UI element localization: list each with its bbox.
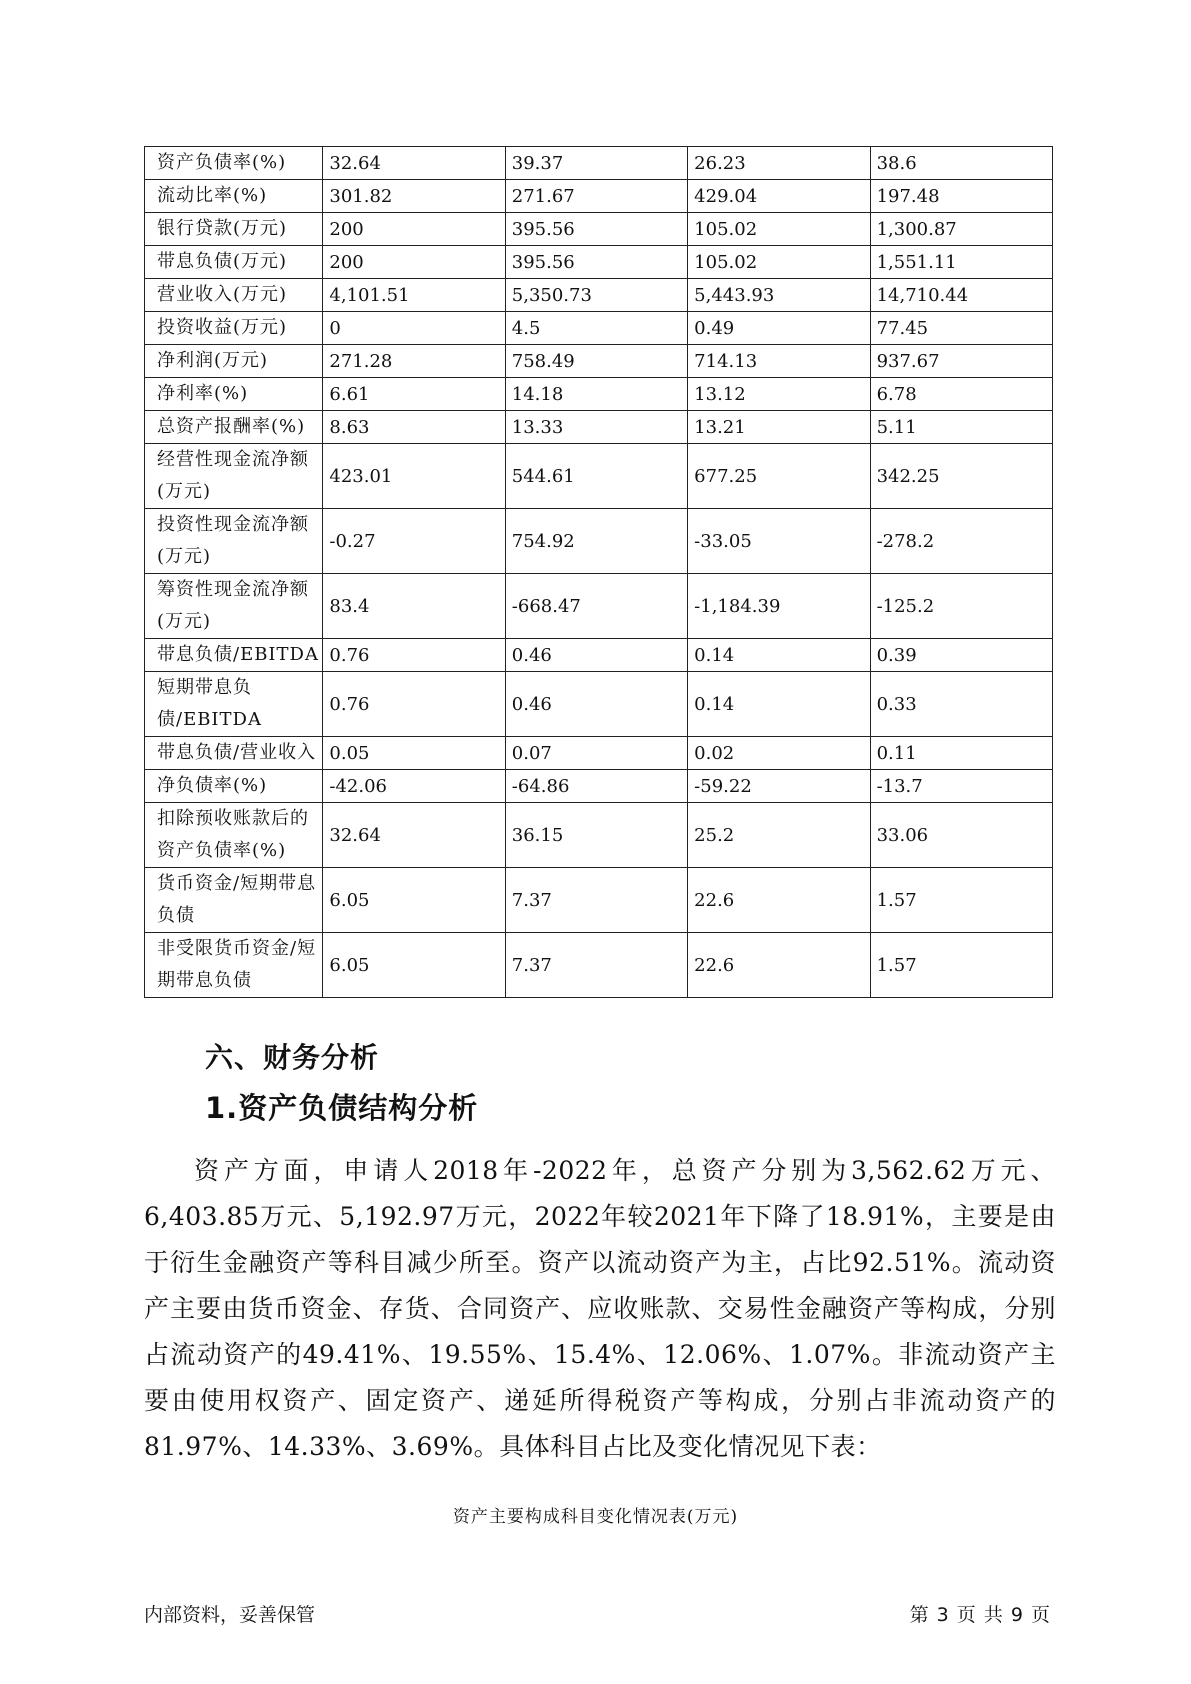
analysis-paragraph: 资产方面，申请人2018年-2022年，总资产分别为3,562.62万元、6,403.85万元、5,192.97万元，2022年较2021年下降了18.91%，主要是由于衍生金融资产等科目减少所至。资产以流动资产为主，占比92.51%。流动资产主要由货币资金、存货、合同资产、应收账款、交易性金融资产等构成，分别占流动资产的49.41%、19.55%、15.4%、12.06%、1.07%。非流动资产主要由使用权资产、固定资产、递延所得税资产等构成，分别占非流动资产的81.97%、14.33%、3.69%。具体科目占比及变化情况见下表：	[144, 1156, 1056, 1461]
cell-value: -1,184.39	[688, 574, 870, 639]
cell-value: 33.06	[870, 803, 1052, 868]
cell-value: 7.37	[505, 868, 687, 933]
cell-value: 423.01	[323, 444, 505, 509]
cell-value: 38.6	[870, 147, 1052, 180]
cell-value: -59.22	[688, 770, 870, 803]
table-row	[145, 312, 1053, 345]
cell-value: 32.64	[323, 147, 505, 180]
table-row	[145, 378, 1053, 411]
row-label: 总资产报酬率(%)	[145, 411, 323, 444]
cell-value: 5.11	[870, 411, 1052, 444]
footer-page-number: 第 3 页 共 9 页	[909, 1604, 1051, 1626]
cell-value: 22.6	[688, 933, 870, 998]
cell-value: -668.47	[505, 574, 687, 639]
row-label: 净利率(%)	[145, 378, 323, 411]
cell-value: 13.33	[505, 411, 687, 444]
row-label: 净利润(万元)	[145, 345, 323, 378]
table-row	[145, 180, 1053, 213]
row-label: 净负债率(%)	[145, 770, 323, 803]
cell-value: 714.13	[688, 345, 870, 378]
cell-value: 83.4	[323, 574, 505, 639]
cell-value: 5,350.73	[505, 279, 687, 312]
cell-value: 14.18	[505, 378, 687, 411]
section-heading: 六、财务分析	[205, 1041, 380, 1074]
cell-value: 8.63	[323, 411, 505, 444]
table-row	[145, 737, 1053, 770]
cell-value: 200	[323, 213, 505, 246]
cell-value: -125.2	[870, 574, 1052, 639]
cell-value: 0.14	[688, 639, 870, 672]
table-row	[145, 509, 1053, 574]
table-row	[145, 345, 1053, 378]
financial-metrics-table	[144, 146, 1053, 998]
table-row	[145, 770, 1053, 803]
cell-value: -278.2	[870, 509, 1052, 574]
cell-value: 105.02	[688, 213, 870, 246]
cell-value: 1.57	[870, 933, 1052, 998]
table-row	[145, 147, 1053, 180]
cell-value: 200	[323, 246, 505, 279]
footer-confidential-note: 内部资料，妥善保管	[144, 1604, 316, 1626]
cell-value: 6.61	[323, 378, 505, 411]
cell-value: 4,101.51	[323, 279, 505, 312]
row-label: 流动比率(%)	[145, 180, 323, 213]
cell-value: 0.49	[688, 312, 870, 345]
cell-value: 1.57	[870, 868, 1052, 933]
row-label: 短期带息负债/EBITDA	[145, 672, 323, 737]
cell-value: 13.21	[688, 411, 870, 444]
cell-value: 271.67	[505, 180, 687, 213]
row-label: 资产负债率(%)	[145, 147, 323, 180]
row-label: 投资性现金流净额(万元)	[145, 509, 323, 574]
cell-value: 301.82	[323, 180, 505, 213]
row-label: 投资收益(万元)	[145, 312, 323, 345]
cell-value: 6.05	[323, 868, 505, 933]
cell-value: 0.14	[688, 672, 870, 737]
table-row	[145, 639, 1053, 672]
cell-value: 105.02	[688, 246, 870, 279]
cell-value: 32.64	[323, 803, 505, 868]
cell-value: 937.67	[870, 345, 1052, 378]
cell-value: 0.76	[323, 639, 505, 672]
table-row	[145, 444, 1053, 509]
cell-value: 395.56	[505, 246, 687, 279]
cell-value: 0.02	[688, 737, 870, 770]
cell-value: 13.12	[688, 378, 870, 411]
row-label: 筹资性现金流净额(万元)	[145, 574, 323, 639]
cell-value: 14,710.44	[870, 279, 1052, 312]
cell-value: 0	[323, 312, 505, 345]
cell-value: 395.56	[505, 213, 687, 246]
cell-value: 342.25	[870, 444, 1052, 509]
cell-value: 4.5	[505, 312, 687, 345]
cell-value: 677.25	[688, 444, 870, 509]
row-label: 经营性现金流净额(万元)	[145, 444, 323, 509]
table-row	[145, 803, 1053, 868]
table-body	[145, 147, 1053, 998]
row-label: 扣除预收账款后的资产负债率(%)	[145, 803, 323, 868]
row-label: 带息负债/EBITDA	[145, 639, 323, 672]
table-row	[145, 672, 1053, 737]
cell-value: 0.46	[505, 639, 687, 672]
section-subheading: 1.资产负债结构分析	[205, 1091, 479, 1125]
cell-value: 6.05	[323, 933, 505, 998]
cell-value: 0.07	[505, 737, 687, 770]
cell-value: 6.78	[870, 378, 1052, 411]
cell-value: 429.04	[688, 180, 870, 213]
row-label: 货币资金/短期带息负债	[145, 868, 323, 933]
cell-value: 0.46	[505, 672, 687, 737]
cell-value: 1,551.11	[870, 246, 1052, 279]
row-label: 带息负债/营业收入	[145, 737, 323, 770]
cell-value: 0.05	[323, 737, 505, 770]
cell-value: 754.92	[505, 509, 687, 574]
cell-value: 544.61	[505, 444, 687, 509]
cell-value: 5,443.93	[688, 279, 870, 312]
row-label: 营业收入(万元)	[145, 279, 323, 312]
cell-value: 0.39	[870, 639, 1052, 672]
row-label: 银行贷款(万元)	[145, 213, 323, 246]
cell-value: 0.76	[323, 672, 505, 737]
cell-value: 1,300.87	[870, 213, 1052, 246]
cell-value: 197.48	[870, 180, 1052, 213]
cell-value: 271.28	[323, 345, 505, 378]
cell-value: -42.06	[323, 770, 505, 803]
cell-value: 7.37	[505, 933, 687, 998]
cell-value: 25.2	[688, 803, 870, 868]
cell-value: 36.15	[505, 803, 687, 868]
cell-value: 0.33	[870, 672, 1052, 737]
cell-value: 26.23	[688, 147, 870, 180]
cell-value: 0.11	[870, 737, 1052, 770]
table-row	[145, 868, 1053, 933]
table-row	[145, 246, 1053, 279]
cell-value: -33.05	[688, 509, 870, 574]
table-row	[145, 279, 1053, 312]
cell-value: 758.49	[505, 345, 687, 378]
table-row	[145, 213, 1053, 246]
row-label: 带息负债(万元)	[145, 246, 323, 279]
table-row	[145, 933, 1053, 998]
cell-value: 77.45	[870, 312, 1052, 345]
table-caption: 资产主要构成科目变化情况表(万元)	[452, 1507, 739, 1527]
cell-value: -64.86	[505, 770, 687, 803]
table-row	[145, 574, 1053, 639]
cell-value: -0.27	[323, 509, 505, 574]
cell-value: -13.7	[870, 770, 1052, 803]
cell-value: 39.37	[505, 147, 687, 180]
row-label: 非受限货币资金/短期带息负债	[145, 933, 323, 998]
cell-value: 22.6	[688, 868, 870, 933]
table-row	[145, 411, 1053, 444]
